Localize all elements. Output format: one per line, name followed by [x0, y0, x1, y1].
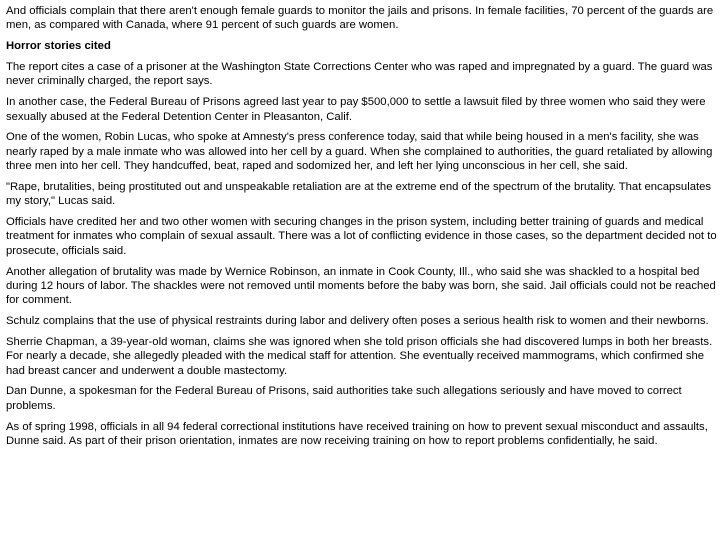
- paragraph-schulz-restraints: Schulz complains that the use of physical restraints during labor and delivery often poses a serious health risk to women and their newborns.: [6, 315, 709, 328]
- paragraph-washington-case: The report cites a case of a prisoner at the Washington State Corrections Center who was raped and impregnated by a guard. The guard was never criminally charged, the report says.: [6, 61, 713, 88]
- paragraph-sherrie-chapman: Sherrie Chapman, a 39-year-old woman, claims she was ignored when she told prison officials she had discovered lumps in both her breasts. For nearly a decade, she allegedly pleaded with the medical staff for attention. She eventually received mammograms, which confirmed she had breast cancer and underwent a double mastectomy.: [6, 335, 713, 377]
- paragraph-dan-dunne: Dan Dunne, a spokesman for the Federal Bureau of Prisons, said authorities take such allegations seriously and have moved to correct problems.: [6, 385, 682, 412]
- paragraph-robin-lucas: One of the women, Robin Lucas, who spoke at Amnesty's press conference today, said that while being housed in a men's facility, she was nearly raped by a male inmate who was allowed into her cell by a guard. When she complained to authorities, the guard retaliated by allowing three men into her cell. They handcuffed, beat, raped and sodomized her, and left her lying unconscious in her cell, she said.: [6, 131, 713, 173]
- paragraph-wernice-robinson: Another allegation of brutality was made by Wernice Robinson, an inmate in Cook County, Ill., who said she was shackled to a hospital bed during 12 hours of labor. The shackles were not removed until moments before the baby was born, she said. Jail officials could not be reached for comment.: [6, 265, 716, 307]
- paragraph-lucas-quote: "Rape, brutalities, being prostituted out and unspeakable retaliation are at the extreme end of the spectrum of the brutality. That encapsulates my story," Lucas said.: [6, 180, 712, 208]
- paragraph-officials-credit: Officials have credited her and two other women with securing changes in the prison system, including better training of guards and medical treatment for inmates who complain of sexual assault. There was a lot of conflicting evidence in those cases, so the department decided not to prosecute, officials said.: [6, 216, 717, 257]
- paragraph-training-1998: As of spring 1998, officials in all 94 federal correctional institutions have received training on how to prevent sexual misconduct and assaults, Dunne said. As part of their prison orientation, inmates are now receiving training on how to report problems confidentially, he said.: [6, 420, 708, 447]
- article-body: [6, 4, 717, 455]
- paragraph-pleasanton-lawsuit: In another case, the Federal Bureau of Prisons agreed last year to pay $500,000 to settle a lawsuit filed by three women who said they were sexually abused at the Federal Detention Center in Pleasanton, Calif.: [6, 96, 706, 123]
- section-heading: Horror stories cited: [6, 40, 111, 53]
- intro-paragraph: And officials complain that there aren't enough female guards to monitor the jails and prisons. In female facilities, 70 percent of the guards are men, as compared with Canada, where 91 percent of such guards are women.: [6, 5, 714, 32]
